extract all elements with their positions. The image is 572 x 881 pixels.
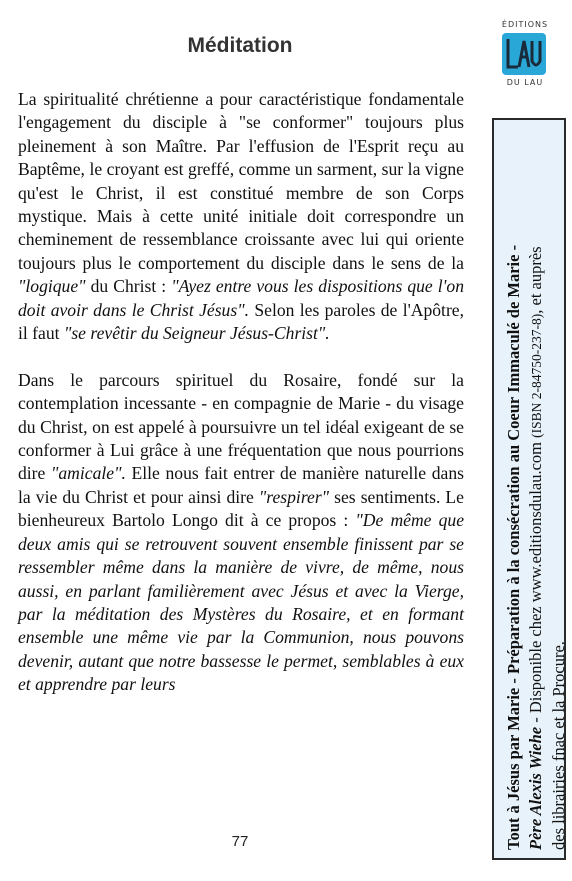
logo-top-text: ÉDITIONS	[501, 20, 549, 29]
meditation-text	[18, 88, 464, 720]
sidebar-line-1: Tout à Jésus par Marie - Préparation à la consécration au Coeur Immaculé de Marie -	[504, 244, 523, 850]
book-info-text	[503, 124, 570, 850]
logo-bottom-text: DU LAU	[506, 78, 544, 87]
paragraph-2: Dans le parcours spirituel du Rosaire, fondé sur la contemplation incessante - en compagnie de Marie - du visage du Christ, on est appelé à poursuivre un tel idéal exigeant de se conformer à Lui grâce à une fréquentation que nous pourrions dire "amicale". Elle nous fait entrer de manière naturelle dans la vie du Christ et pour ainsi dire "respirer" ses sentiments. Le bienheureux Bartolo Longo dit à ce propos : "De même que deux amis qui se retrouvent souvent ensemble finissent par se ressembler même dans la manière de vivre, de même, nous aussi, en parlant familièrement avec Jésus et avec la Vierge, par la méditation des Mystères du Rosaire, et en formant ensemble une même vie par la Communion, nous pouvons devenir, autant que notre bassesse le permet, semblables à eux et apprendre par leurs	[18, 369, 464, 695]
sidebar-line-3: des librairies fnac et la Procure.	[549, 641, 568, 850]
page-title: Méditation	[187, 34, 293, 57]
publisher-logo	[490, 18, 560, 90]
sidebar-line-2: Père Alexis Wiehe - Disponible chez www.editionsdulau.com (ISBN 2-84750-237-8), et auprès	[526, 246, 545, 850]
book-info-sidebar	[492, 118, 566, 860]
page-number: 77	[231, 833, 249, 850]
logo-mark	[502, 33, 546, 75]
logo-lau-glyph	[502, 33, 546, 75]
paragraph-1: La spiritualité chrétienne a pour caractéristique fondamentale l'engagement du disciple à "se conformer" toujours plus pleinement à son Maître. Par l'effusion de l'Esprit reçu au Baptême, le croyant est greffé, comme un sarment, sur la vigne qu'est le Christ, il est constitué membre de son Corps mystique. Mais à cette unité initiale doit correspondre un cheminement de ressemblance croissante avec lui qui oriente toujours plus le comportement du disciple dans le sens de la "logique" du Christ : "Ayez entre vous les dispositions que l'on doit avoir dans le Christ Jésus". Selon les paroles de l'Apôtre, il faut "se revêtir du Seigneur Jésus-Christ".	[18, 89, 465, 344]
